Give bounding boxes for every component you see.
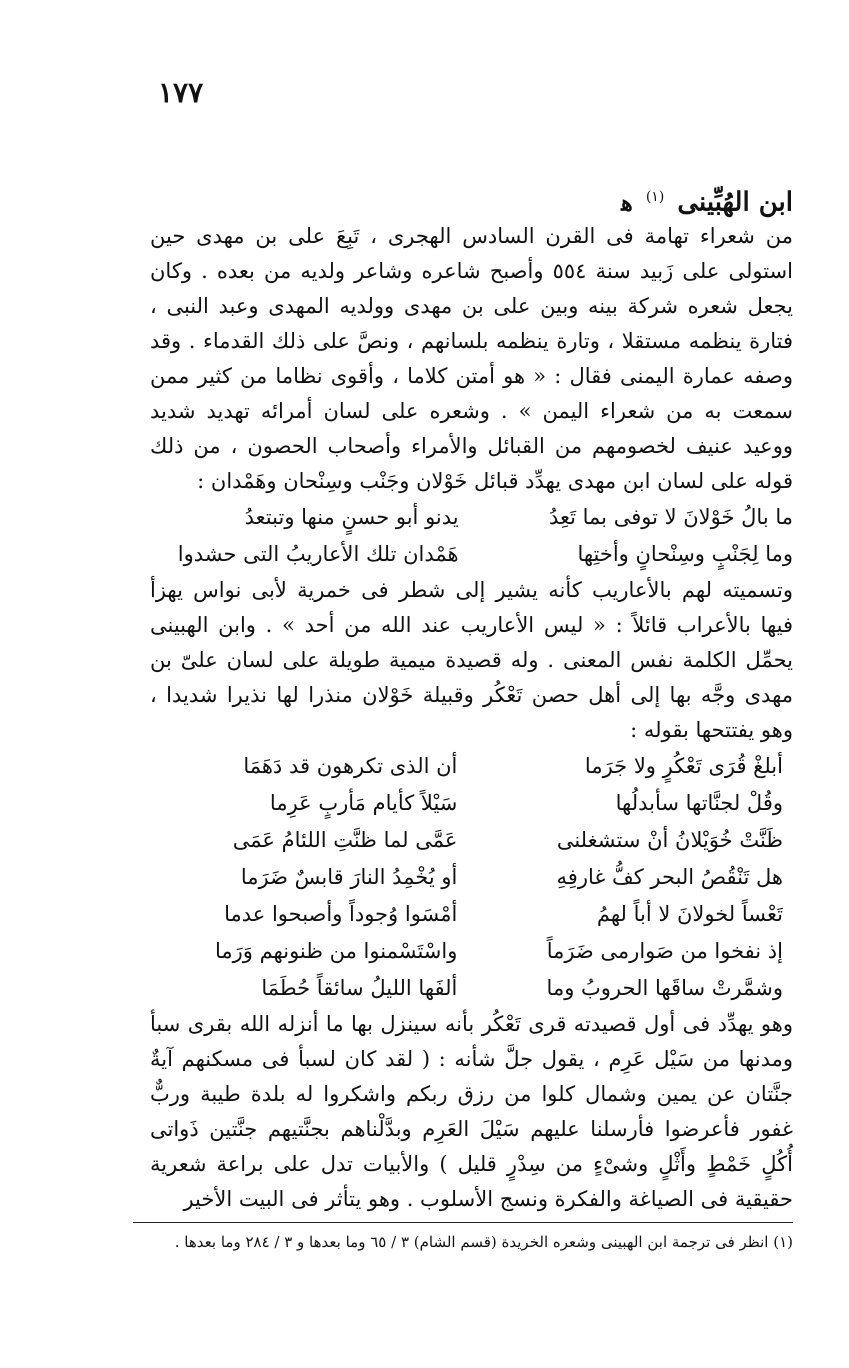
verse-line bbox=[150, 970, 793, 1007]
verse-line bbox=[150, 822, 793, 859]
poem-taakur bbox=[150, 748, 793, 1007]
poem-khawlan bbox=[150, 499, 793, 573]
intro-text bbox=[150, 219, 793, 499]
verse-line bbox=[150, 859, 793, 896]
verse-line bbox=[150, 933, 793, 970]
heading-mark: ﻫ bbox=[621, 190, 633, 217]
page-number: ١٧٧ bbox=[158, 76, 204, 109]
footnote: (١) انظر فى ترجمة ابن الهبينى وشعره الخريدة (قسم الشام) ٣ / ٦٥ وما بعدها و ٣ / ٢٨٤ وما بعدها . bbox=[174, 1233, 793, 1251]
closing-text bbox=[150, 1007, 793, 1217]
middle-text bbox=[150, 573, 793, 748]
paragraph: وتسميته لهم بالأعاريب كأنه يشير إلى شطر فى خمرية لأبى نواس يهزأ فيها بالأعراب قائلاً : « ليس الأعاريب عند الله من أحد » . وابن الهبينى يحمِّل الكلمة نفس المعنى . وله قصيدة ميمية طويلة على لسان علىّ بن مهدى وجَّه بها إلى أهل حصن تَعْكُر وقبيلة خَوْلان منذرا لها نذيرا شديدا ، وهو يفتتحها بقوله : bbox=[150, 578, 793, 742]
footnote-divider bbox=[133, 1222, 793, 1223]
paragraph: من شعراء تهامة فى القرن السادس الهجرى ، تَبِعَ على بن مهدى حين استولى على زَبيد سنة ٥٥٤ وأصبح شاعره وشاعر ولديه من بعده . وكان يجعل شعره شركة بينه وبين على بن مهدى وولديه المهدى وعبد النبى ، فتارة ينظمه مستقلا ، وتارة ينظمه بلسانهم ، ونصَّ على ذلك القدماء . وقد وصفه عمارة اليمنى فقال : « هو أمتن كلاما ، وأقوى نظاما من كثير ممن سمعت به من شعراء اليمن » . وشعره على لسان أمرائه تهديد شديد ووعيد عنيف لخصومهم من القبائل والأمراء وأصحاب الحصون ، من ذلك قوله على لسان ابن مهدى يهدِّد قبائل خَوْلان وجَنْب وسِنْحان وهَمْدان : bbox=[150, 224, 793, 493]
verse-line bbox=[150, 785, 793, 822]
second-hemistich: أو يُخْمِدُ النارَ قابسٌ ضَرَما bbox=[240, 865, 458, 889]
article bbox=[150, 175, 793, 1217]
second-hemistich: أمْسَوا وُجوداً وأصبحوا عدما bbox=[224, 902, 458, 926]
paragraph: وهو يهدِّد فى أول قصيدته قرى تَعْكُر بأنه سينزل بها ما أنزله الله بقرى سبأ ومدنها من سَيْل عَرِم ، يقول جلَّ شأنه : ( لقد كان لسبأ فى مسكنهم آيةٌ جنَّتان عن يمين وشمال كلوا من رزق ربكم واشكروا له بلدة طيبة وربٌّ غفور فأعرضوا فأرسلنا عليهم سَيْلَ العَرِم وبدَّلْناهم بجنَّتيهم جنَّتين ذَواتى أُكُلٍ خَمْطٍ وأَثْلٍ وشىْءٍ من سِدْرٍ قليل ) والأبيات تدل على براعة شعرية حقيقية فى الصياغة والفكرة ونسج الأسلوب . وهو يتأثر فى البيت الأخير bbox=[150, 1012, 793, 1211]
second-hemistich: واسْتَسْمنوا من ظنونهم وَرَما bbox=[214, 939, 458, 963]
second-hemistich: سَيْلاً كأيام مَأربٍ عَرِما bbox=[269, 791, 458, 815]
verse-line bbox=[150, 896, 793, 933]
second-hemistich: هَمْدان تلك الأعاريبُ التى حشدوا bbox=[177, 542, 459, 566]
verse-line bbox=[150, 748, 793, 785]
first-hemistich: وشمَّرتْ ساقَها الحروبُ وما bbox=[546, 976, 783, 1000]
first-hemistich: تَعْساً لخولانَ لا أباً لهمُ bbox=[596, 902, 783, 926]
second-hemistich: ألفَها الليلُ سائقاً حُطَمَا bbox=[261, 976, 458, 1000]
second-hemistich: أن الذى تكرهون قد دَهَمَا bbox=[243, 754, 458, 778]
first-hemistich: إذ نفخوا من صَوارمى ضَرَماً bbox=[546, 939, 783, 963]
verse-line bbox=[150, 536, 793, 573]
first-hemistich: أبلغْ قُرَى تَعْكُرٍ ولا جَرَما bbox=[584, 754, 783, 778]
footnote-reference: (١) bbox=[645, 189, 665, 205]
verse-line bbox=[150, 499, 793, 536]
first-hemistich: هل تَنْقُصُ البحر كفُّ غارفِهِ bbox=[556, 865, 783, 889]
second-hemistich: عَمَّى لما ظنَّتِ اللئامُ عَمَى bbox=[232, 828, 458, 852]
first-hemistich: ظَنَّتْ خُوَيْلانُ أنْ ستشغلنى bbox=[556, 828, 783, 852]
heading-title: ابن الهُبِّينى bbox=[677, 187, 793, 218]
first-hemistich: وما لِجَنْبٍ وسِنْحانٍ وأختِها bbox=[577, 542, 793, 566]
first-hemistich: ما بالُ خَوْلانَ لا توفى بما تَعِدُ bbox=[548, 505, 793, 529]
first-hemistich: وقُلْ لجنَّاتها سأبدلُها bbox=[615, 791, 783, 815]
second-hemistich: يدنو أبو حسنٍ منها وتبتعدُ bbox=[244, 505, 459, 529]
section-heading bbox=[150, 175, 793, 219]
